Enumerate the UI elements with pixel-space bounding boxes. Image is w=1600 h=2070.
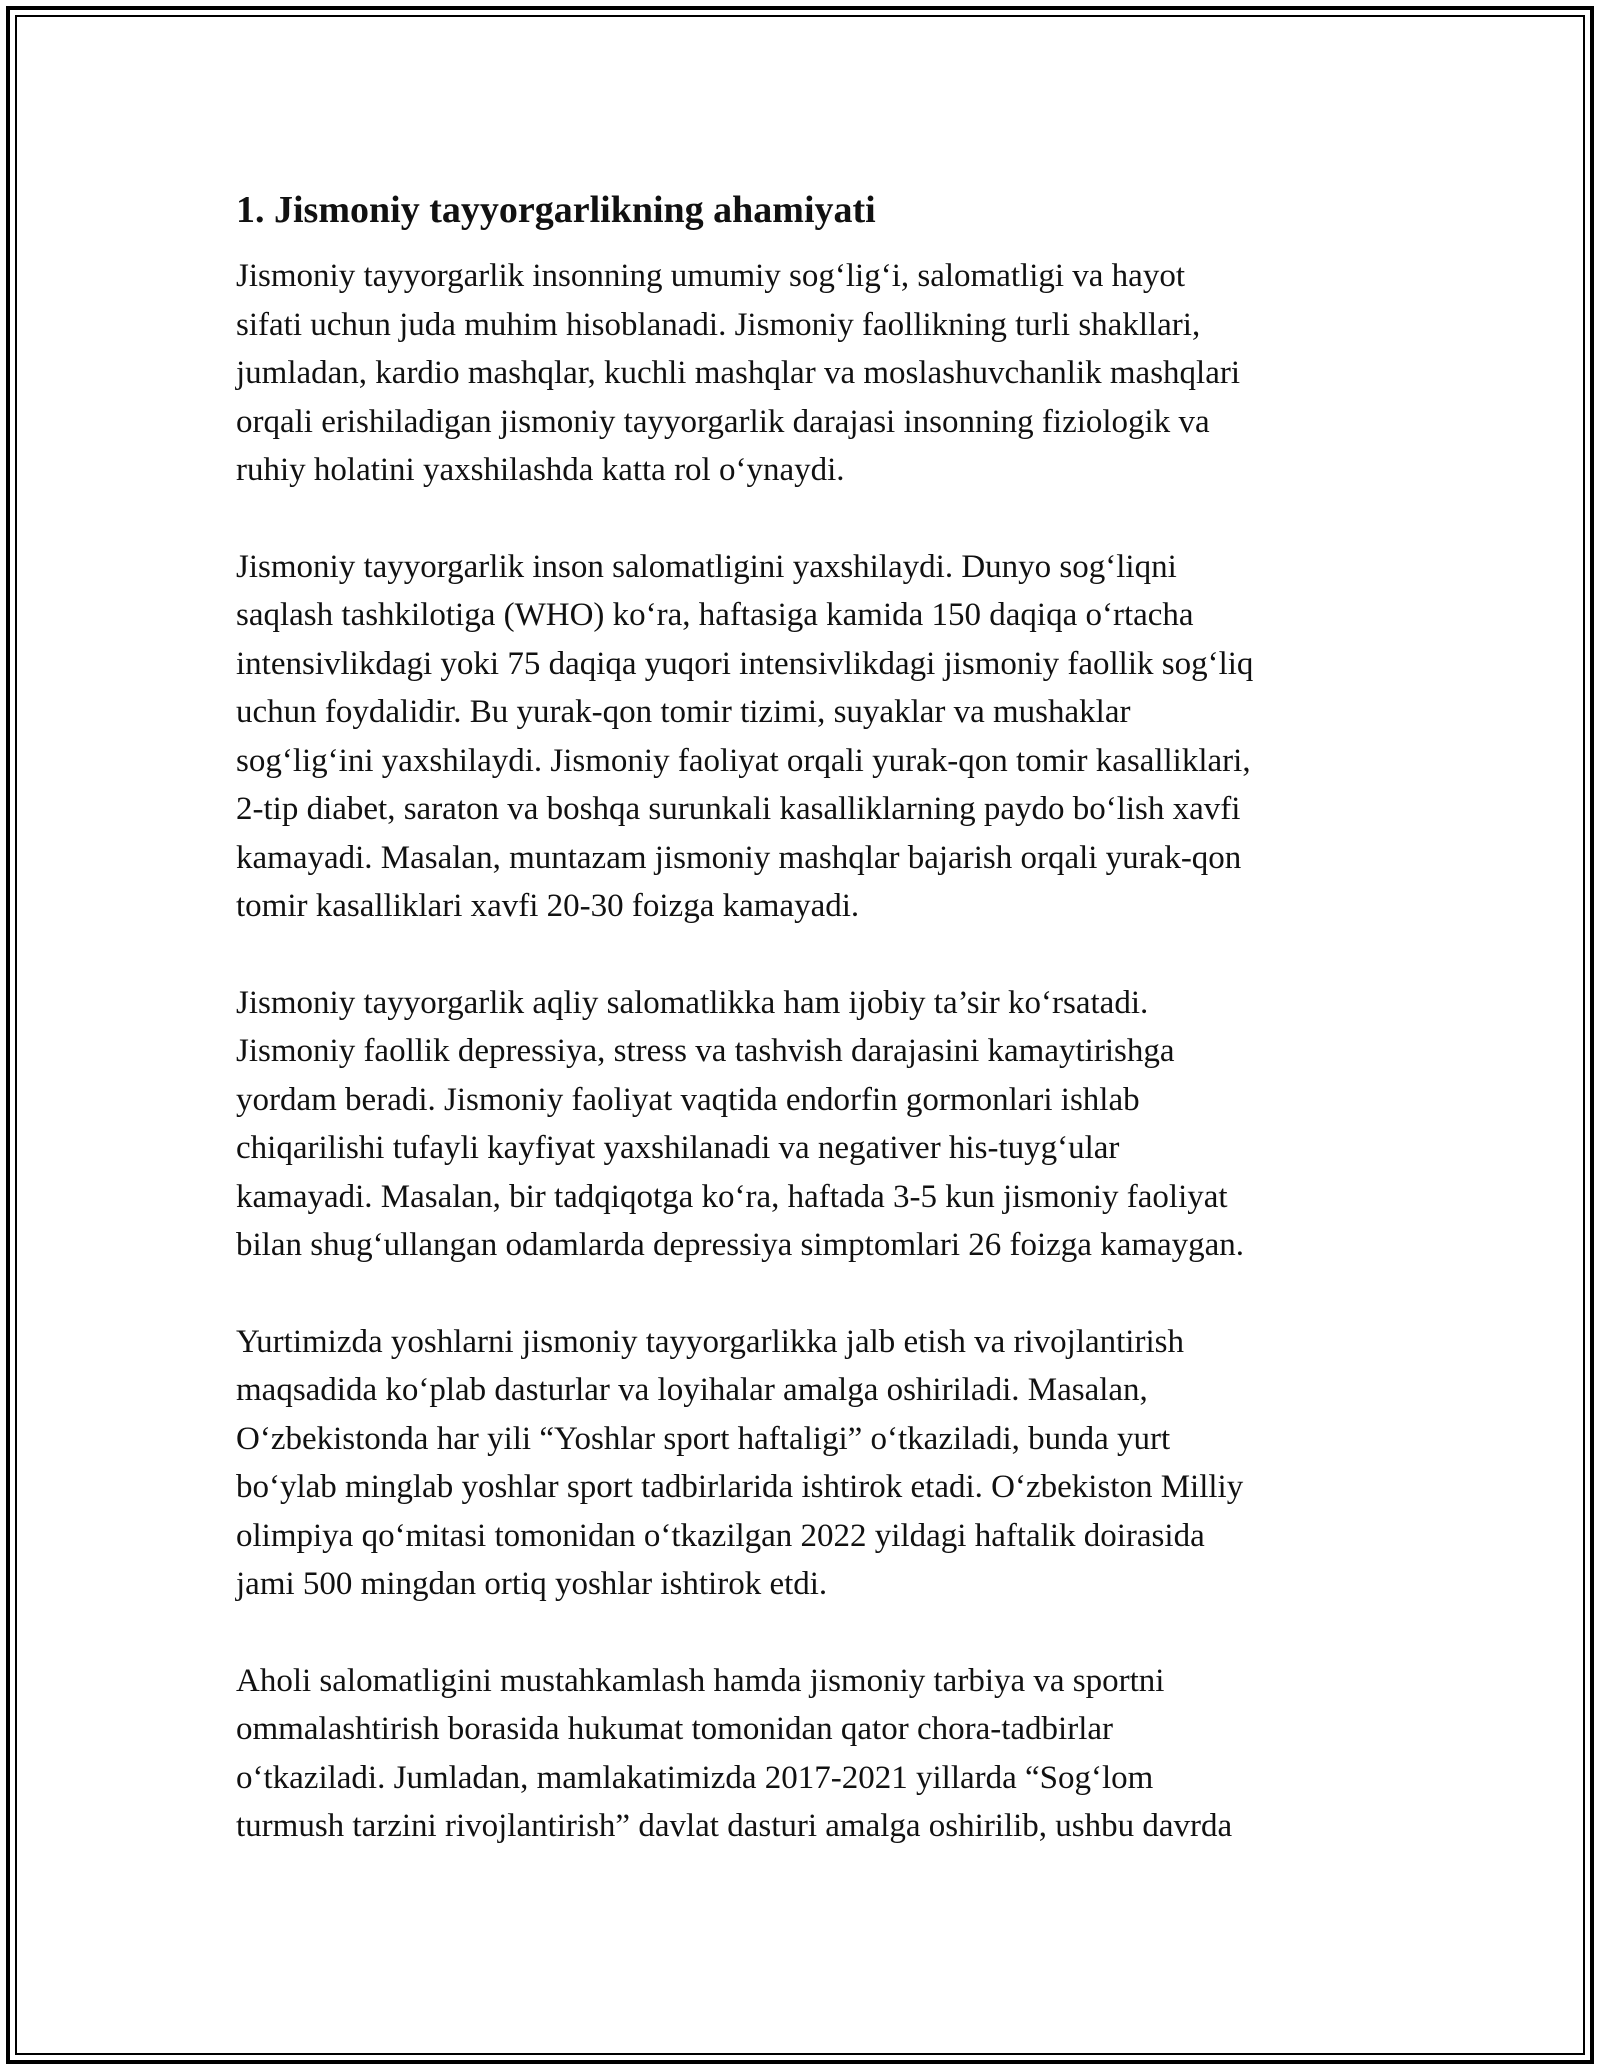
paragraph [236,979,1376,1270]
text-line: yordam beradi. Jismoniy faoliyat vaqtida endorfin gormonlari ishlab [236,1081,1140,1118]
paragraph [236,252,1376,495]
paragraph [236,543,1376,931]
text-line: 2-tip diabet, saraton va boshqa surunkali kasalliklarning paydo bo‘lish xavfi [236,791,1241,827]
text-line: sifati uchun juda muhim hisoblanadi. Jismoniy faollikning turli shakllari, [236,306,1201,343]
text-line: olimpiya qo‘mitasi tomonidan o‘tkazilgan 2022 yildagi haftalik doirasida [236,1517,1205,1554]
text-line: sog‘lig‘ini yaxshilaydi. Jismoniy faoliyat orqali yurak-qon tomir kasalliklari, [236,742,1251,779]
text-line: o‘tkaziladi. Jumladan, mamlakatimizda 2017-2021 yillarda “Sog‘lom [236,1759,1154,1796]
text-line: orqali erishiladigan jismoniy tayyorgarlik darajasi insonning fiziologik va [236,403,1210,440]
text-line: Yurtimizda yoshlarni jismoniy tayyorgarlikka jalb etish va rivojlantirish [236,1323,1184,1360]
text-line: Jismoniy tayyorgarlik inson salomatligini yaxshilaydi. Dunyo sog‘liqni [236,548,1177,585]
text-line: Aholi salomatligini mustahkamlash hamda jismoniy tarbiya va sportni [236,1662,1165,1699]
text-line: kamayadi. Masalan, bir tadqiqotga ko‘ra, haftada 3-5 kun jismoniy faoliyat [236,1178,1228,1215]
section-heading: 1. Jismoniy tayyorgarlikning ahamiyati [236,189,876,231]
paragraph [236,1657,1376,1851]
text-line: jumladan, kardio mashqlar, kuchli mashqlar va moslashuvchanlik mashqlari [236,355,1241,391]
text-line: Jismoniy tayyorgarlik insonning umumiy sog‘lig‘i, salomatligi va hayot [236,258,1185,294]
text-line: bo‘ylab minglab yoshlar sport tadbirlarida ishtirok etadi. O‘zbekiston Milliy [236,1469,1244,1505]
text-line: tomir kasalliklari xavfi 20-30 foizga kamayadi. [236,888,860,924]
text-line: Jismoniy tayyorgarlik aqliy salomatlikka ham ijobiy ta’sir ko‘rsatadi. [236,984,1149,1021]
paragraph [236,1318,1376,1609]
text-line: uchun foydalidir. Bu yurak-qon tomir tizimi, suyaklar va mushaklar [236,694,1131,730]
text-line: Jismoniy faollik depressiya, stress va tashvish darajasini kamaytirishga [236,1033,1175,1069]
text-line: saqlash tashkilotiga (WHO) ko‘ra, haftasiga kamida 150 daqiqa o‘rtacha [236,597,1194,633]
text-line: maqsadida ko‘plab dasturlar va loyihalar amalga oshiriladi. Masalan, [236,1372,1148,1408]
paragraph-list [236,252,1376,1851]
text-line: chiqarilishi tufayli kayfiyat yaxshilanadi va negativer his-tuyg‘ular [236,1130,1120,1166]
text-line: turmush tarzini rivojlantirish” davlat dasturi amalga oshirilib, ushbu davrda [236,1808,1233,1844]
text-line: intensivlikdagi yoki 75 daqiqa yuqori intensivlikdagi jismoniy faollik sog‘liq [236,645,1254,682]
text-line: ruhiy holatini yaxshilashda katta rol o‘ynaydi. [236,452,845,488]
text-line: bilan shug‘ullangan odamlarda depressiya simptomlari 26 foizga kamaygan. [236,1227,1245,1263]
text-line: O‘zbekistonda har yili “Yoshlar sport haftaligi” o‘tkaziladi, bunda yurt [236,1420,1171,1457]
document-body [236,186,1376,1899]
text-line: kamayadi. Masalan, muntazam jismoniy mashqlar bajarish orqali yurak-qon [236,839,1242,876]
text-line: jami 500 mingdan ortiq yoshlar ishtirok etdi. [236,1566,828,1602]
text-line: ommalashtirish borasida hukumat tomonidan qator chora-tadbirlar [236,1711,1114,1747]
